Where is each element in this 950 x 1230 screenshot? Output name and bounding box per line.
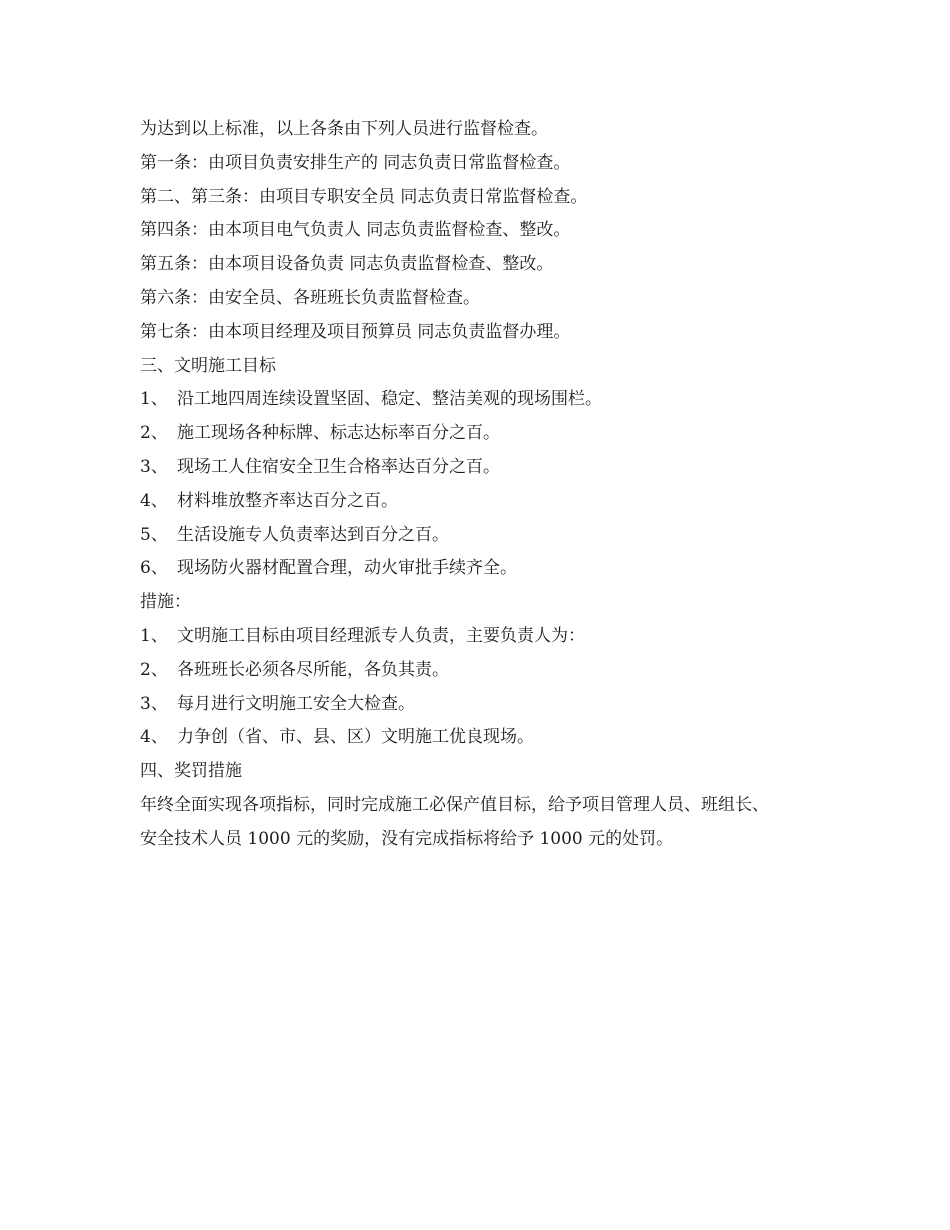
article-7: 第七条：由本项目经理及项目预算员 同志负责监督办理。	[140, 321, 571, 342]
article-2-3: 第二、第三条：由项目专职安全员 同志负责日常监督检查。	[140, 186, 588, 207]
measure-text: 文明施工目标由项目经理派专人负责，主要负责人为：	[177, 625, 585, 646]
measure-item	[140, 688, 840, 722]
measures-heading: 措施：	[140, 592, 191, 613]
goal-number: 1、	[140, 389, 168, 410]
goal-item	[140, 485, 840, 519]
measure-number: 1、	[140, 625, 168, 646]
rewards-paragraph-line-1: 年终全面实现各项指标，同时完成施工必保产值目标，给予项目管理人员、班组长、	[140, 794, 769, 815]
article-4: 第四条：由本项目电气负责人 同志负责监督检查、整改。	[140, 220, 571, 241]
measure-number: 4、	[140, 727, 168, 748]
goal-item	[140, 417, 840, 451]
goal-text: 现场工人住宿安全卫生合格率达百分之百。	[177, 456, 500, 477]
goal-item	[140, 451, 840, 485]
goal-item	[140, 552, 840, 586]
measure-text: 力争创（省、市、县、区）文明施工优良现场。	[177, 727, 534, 748]
goal-text: 材料堆放整齐率达百分之百。	[177, 490, 398, 511]
measure-item	[140, 620, 840, 654]
goal-text: 现场防火器材配置合理，动火审批手续齐全。	[177, 558, 517, 579]
intro-text: 为达到以上标准，以上各条由下列人员进行监督检查。	[140, 119, 548, 139]
rewards-paragraph-line-2: 安全技术人员 1000 元的奖励，没有完成指标将给予 1000 元的处罚。	[140, 828, 674, 849]
article-1: 第一条：由项目负责安排生产的 同志负责日常监督检查。	[140, 152, 571, 173]
section-heading-rewards-penalties: 四、奖罚措施	[140, 761, 242, 782]
goal-number: 6、	[140, 558, 168, 579]
measure-item	[140, 654, 840, 688]
goal-item	[140, 383, 840, 417]
document-page	[140, 113, 840, 857]
goal-text: 生活设施专人负责率达到百分之百。	[177, 524, 449, 545]
article-5: 第五条：由本项目设备负责 同志负责监督检查、整改。	[140, 254, 554, 275]
article-6: 第六条：由安全员、各班班长负责监督检查。	[140, 287, 480, 308]
measure-text: 各班班长必须各尽所能，各负其责。	[177, 659, 449, 680]
measure-number: 3、	[140, 693, 168, 714]
goal-text: 沿工地四周连续设置坚固、稳定、整洁美观的现场围栏。	[177, 389, 602, 410]
goal-number: 3、	[140, 456, 168, 477]
goal-text: 施工现场各种标牌、标志达标率百分之百。	[177, 423, 500, 444]
goal-number: 4、	[140, 490, 168, 511]
section-heading-civilized-construction: 三、文明施工目标	[140, 355, 276, 376]
goal-item	[140, 519, 840, 553]
measure-item	[140, 721, 840, 755]
measure-number: 2、	[140, 659, 168, 680]
goal-number: 5、	[140, 524, 168, 545]
goal-number: 2、	[140, 423, 168, 444]
measure-text: 每月进行文明施工安全大检查。	[177, 693, 415, 714]
